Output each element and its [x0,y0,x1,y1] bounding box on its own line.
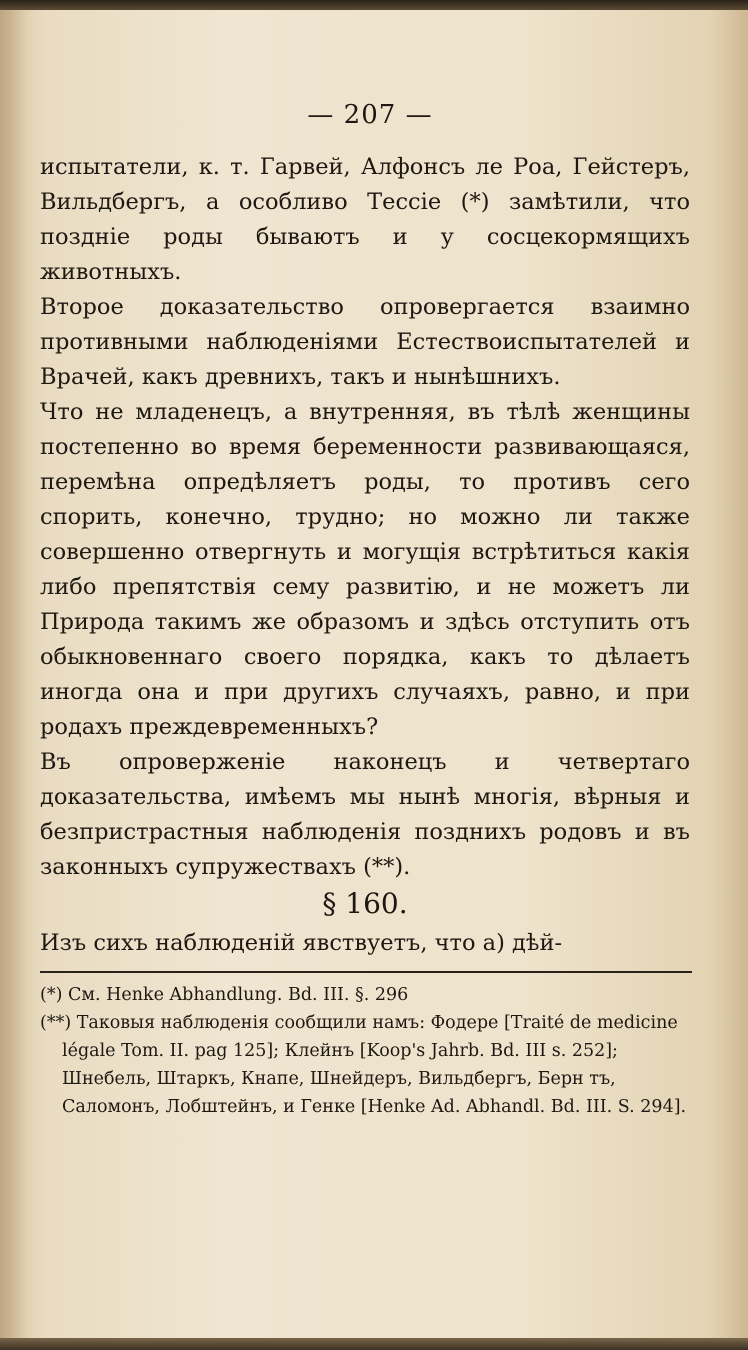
paragraph-1: испытатели, к. т. Гарвей, Алфонсъ ле Роа, Гейстеръ, Вильдбергъ, а особливо Тессіе (*) замѣтили, что поздніе роды бываютъ и у сосцекормящихъ животныхъ. [40,154,690,285]
section-first-line: Изъ сихъ наблюденій явствуетъ, что а) дѣй- [40,930,563,956]
paragraph-3: Что не младенецъ, а внутренняя, въ тѣлѣ женщины постепенно во время беременности развивающаяся, перемѣна опредѣляетъ роды, то противъ сего спорить, конечно, трудно; но можно ли также совершенно отвергнуть и могущія встрѣтиться какія либо препятствія сему развитію, и не можетъ ли Природа такимъ же образомъ и здѣсь отступить отъ обыкновеннаго своего порядка, какъ то дѣлаетъ иногда она и при другихъ случаяхъ, равно, и при родахъ преждевременныхъ? [40,399,690,740]
page-top-edge [0,0,748,10]
page-bottom-edge [0,1338,748,1350]
page-gutter-shadow [0,10,28,1338]
footnote-1: (*) См. Henke Abhandlung. Bd. III. §. 296 [40,985,409,1005]
text-block [40,100,690,1121]
paragraph-2: Второе доказательство опровергается взаимно противными наблюденіями Естествоиспытателей и Врачей, какъ древнихъ, такъ и нынѣшнихъ. [40,294,690,390]
footnote-2: (**) Таковыя наблюденія сообщили намъ: Фодере [Traité de medicine légale Tom. II. pag 125]; Клейнъ [Koop's Jahrb. Bd. III s. 252]; Шнебель, Штаркъ, Кнапе, Шнейдеръ, Вильдбергъ, Берн тъ, Саломонъ, Лобштейнъ, и Генке [Henke Ad. Abhandl. Bd. III. S. 294]. [40,1013,687,1117]
footnote-divider [40,971,692,973]
paragraph-4: Въ опроверженіе наконецъ и четвертаго доказательства, имѣемъ мы нынѣ многія, вѣрныя и безпристрастныя наблюденія позднихъ родовъ и въ законныхъ супружествахъ (**). [40,749,690,880]
page-number: — 207 — [307,100,433,130]
section-heading: § 160. [322,887,408,920]
